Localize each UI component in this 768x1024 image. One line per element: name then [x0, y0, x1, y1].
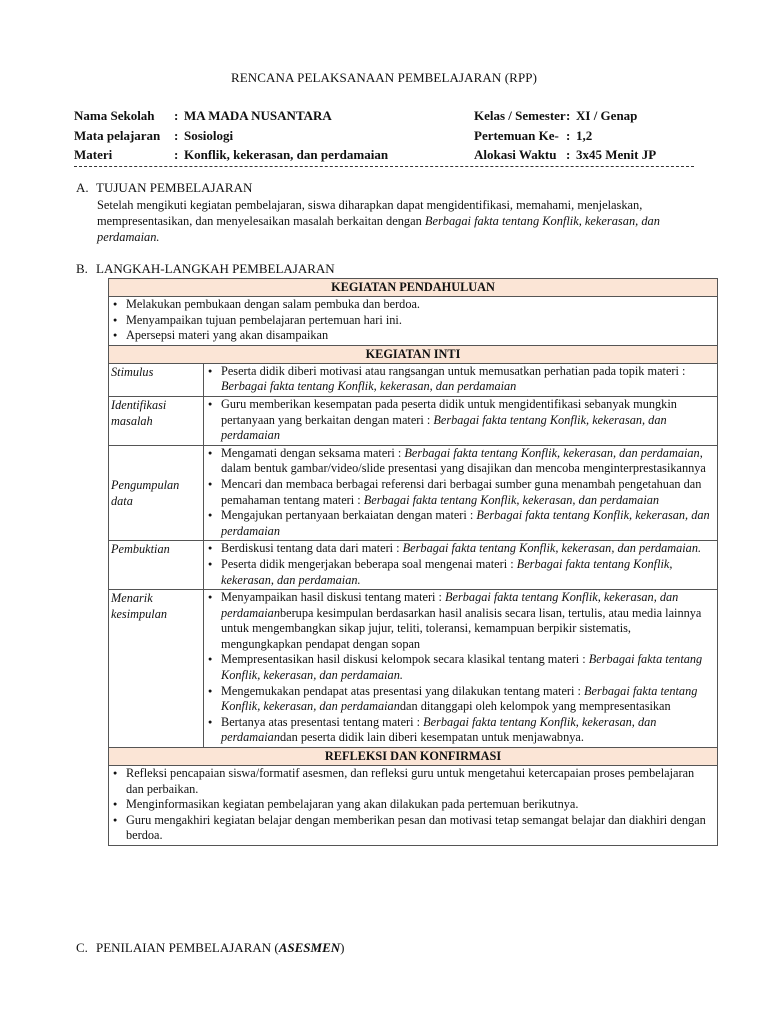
list-item: ● Mengajukan pertanyaan berkaiatan dengan materi : Berbagai fakta tentang Konflik, kekerasan, dan perdamaian: [204, 508, 713, 539]
header-refleksi: REFLEKSI DAN KONFIRMASI: [109, 748, 718, 766]
section-a-paragraph: Setelah mengikuti kegiatan pembelajaran, siswa diharapkan dapat mengidentifikasi, memahami, menjelaskan, mempresentasikan, dan menyelesaikan masalah berkaitan dengan Berbagai fakta tentang Konflik, kekerasan, dan perdamaian.: [97, 198, 660, 244]
info-value: 3x45 Menit JP: [576, 147, 657, 162]
header-inti: KEGIATAN INTI: [109, 345, 718, 363]
list-item: ● Peserta didik diberi motivasi atau rangsangan untuk memusatkan perhatian pada topik materi : Berbagai fakta tentang Konflik, kekerasan, dan perdamaian: [204, 364, 713, 395]
header-pendahuluan: KEGIATAN PENDAHULUAN: [109, 279, 718, 297]
list-item: ● Bertanya atas presentasi tentang materi : Berbagai fakta tentang Konflik, kekerasan, dan perdamaiandan peserta didik lain diberi kesempatan untuk menjawabnya.: [204, 715, 713, 746]
info-row-subject: Mata pelajaran : Sosiologi: [74, 126, 388, 146]
info-value: XI / Genap: [576, 108, 638, 123]
phase-label: Pembuktian: [109, 541, 204, 590]
info-label: Pertemuan Ke-: [474, 127, 559, 143]
list-item: ● Guru memberikan kesempatan pada peserta didik untuk mengidentifikasi sebanyak mungkin pertanyaan yang berkaitan dengan materi : Berbagai fakta tentang Konflik, kekerasan, dan perdamaian: [204, 397, 713, 444]
list-item: ● Mempresentasikan hasil diskusi kelompok secara klasikal tentang materi : Berbagai fakta tentang Konflik, kekerasan, dan perdamaian.: [204, 652, 713, 683]
list-item: ● Menyampaikan hasil diskusi tentang materi : Berbagai fakta tentang Konflik, kekerasan, dan perdamaianberupa kesimpulan berdasarkan hasil analisis secara lisan, tertulis, atau media lainnya untuk mengembangkan sikap jujur, teliti, toleransi, kemampuan berpikir sistematis, mengungkapkan pendapat dengan sopan: [204, 590, 713, 652]
list-item: ● Mencari dan membaca berbagai referensi dari berbagai sumber guna menambah pengetahuan dan pemahaman tentang materi : Berbagai fakta tentang Konflik, kekerasan, dan perdamaian: [204, 477, 713, 508]
row-pengumpulan: [109, 445, 718, 541]
list-item: ● Peserta didik mengerjakan beberapa soal mengenai materi : Berbagai fakta tentang Konflik, kekerasan, dan perdamaian.: [204, 557, 713, 588]
dashed-divider: [74, 166, 694, 167]
phase-label: Pengumpulan data: [109, 445, 204, 541]
section-a-heading: A. TUJUAN PEMBELAJARAN: [76, 180, 253, 195]
list-item: ● Apersepsi materi yang akan disampaikan: [109, 328, 713, 344]
refleksi-cell: [109, 766, 718, 846]
phase-label: Stimulus: [109, 363, 204, 396]
info-row-material: Materi : Konflik, kekerasan, dan perdamaian: [74, 145, 388, 165]
row-identifikasi: [109, 396, 718, 445]
info-value: 1,2: [576, 127, 593, 143]
row-menarik-kesimpulan: [109, 590, 718, 748]
list-item: ● Mengemukakan pendapat atas presentasi yang dilakukan tentang materi : Berbagai fakta tentang Konflik, kekerasan, dan perdamaiandan ditanggapi oleh kelompok yang mempresentasikan: [204, 684, 713, 715]
section-c-heading: C. PENILAIAN PEMBELAJARAN (ASESMEN): [76, 940, 345, 955]
info-row-meeting: Pertemuan Ke- : 1,2: [474, 126, 656, 146]
info-row-class: Kelas / Semester: XI / Genap: [474, 106, 656, 126]
info-right: [474, 106, 656, 165]
section-b-heading: B. LANGKAH-LANGKAH PEMBELAJARAN: [76, 261, 335, 276]
info-label: Materi: [74, 147, 113, 162]
info-value: Sosiologi: [184, 127, 234, 143]
learning-steps-table: [108, 278, 718, 846]
list-item: ● Berdiskusi tentang data dari materi : Berbagai fakta tentang Konflik, kekerasan, dan perdamaian.: [204, 541, 713, 557]
list-item: ● Mengamati dengan seksama materi : Berbagai fakta tentang Konflik, kekerasan, dan perdamaian, dalam bentuk gambar/video/slide presentasi yang disajikan dan mencoba menginterprestasikannya: [204, 446, 713, 477]
info-row-school: Nama Sekolah : MA MADA NUSANTARA: [74, 106, 388, 126]
page-title: RENCANA PELAKSANAAN PEMBELAJARAN (RPP): [230, 70, 538, 85]
pendahuluan-cell: [109, 297, 718, 346]
row-stimulus: [109, 363, 718, 396]
list-item: ● Guru mengakhiri kegiatan belajar dengan memberikan pesan dan motivasi tetap semangat belajar dan diakhiri dengan berdoa.: [109, 813, 713, 844]
info-row-time: Alokasi Waktu : 3x45 Menit JP: [474, 145, 656, 165]
phase-label: Menarik kesimpulan: [109, 590, 204, 748]
info-label: Alokasi Waktu: [474, 147, 557, 162]
info-label: Kelas / Semester: [474, 108, 566, 123]
list-item: ● Melakukan pembukaan dengan salam pembuka dan berdoa.: [109, 297, 713, 313]
info-label: Nama Sekolah: [74, 108, 155, 123]
list-item: ● Menyampaikan tujuan pembelajaran pertemuan hari ini.: [109, 313, 713, 329]
info-left: [74, 106, 388, 165]
list-item: ● Refleksi pencapaian siswa/formatif asesmen, dan refleksi guru untuk mengetahui ketercapaian proses pembelajaran dan perbaikan.: [109, 766, 713, 797]
phase-label: Identifikasi masalah: [109, 396, 204, 445]
info-value: Konflik, kekerasan, dan perdamaian: [184, 147, 389, 162]
list-item: ● Menginformasikan kegiatan pembelajaran yang akan dilakukan pada pertemuan berikutnya.: [109, 797, 713, 813]
info-value: MA MADA NUSANTARA: [184, 108, 332, 123]
row-pembuktian: [109, 541, 718, 590]
info-label: Mata pelajaran: [74, 127, 161, 143]
